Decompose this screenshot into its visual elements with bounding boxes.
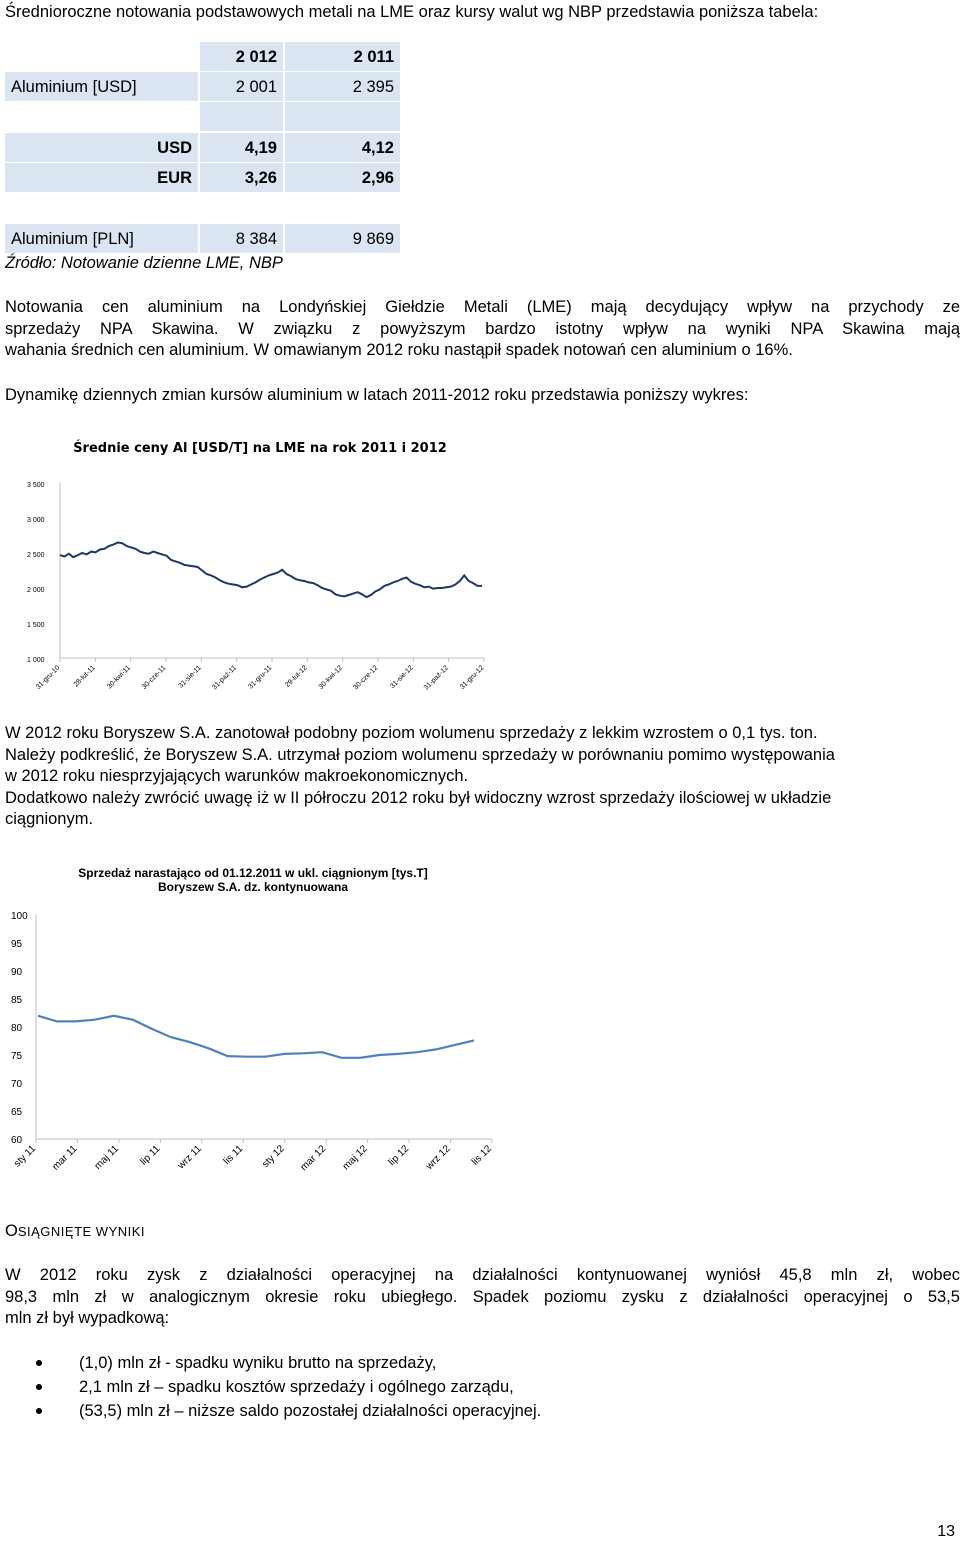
table-header-row xyxy=(5,42,400,72)
paragraph-line: mln zł był wypadkową: xyxy=(5,1309,170,1327)
y-tick-label: 70 xyxy=(11,1079,23,1090)
paragraph-line: Należy podkreślić, że Boryszew S.A. utrzymał poziom wolumenu sprzedaży w porównaniu pomimo występowania xyxy=(5,745,835,764)
section-heading xyxy=(5,1222,145,1241)
y-tick-labels xyxy=(11,911,28,1146)
row-value-2011: 2,96 xyxy=(285,163,400,192)
table-row xyxy=(5,133,400,163)
price-series-line xyxy=(60,543,482,598)
chart-title-line2: Boryszew S.A. dz. kontynuowana xyxy=(157,880,349,894)
paragraph-dynamics: Dynamikę dziennych zmian kursów aluminium w latach 2011-2012 roku przedstawia poniższy wykres: xyxy=(5,386,749,404)
aluminium-price-chart xyxy=(0,430,490,700)
list-item-text: (1,0) mln zł - spadku wyniku brutto na sprzedaży, xyxy=(79,1354,437,1372)
table-row xyxy=(5,224,400,254)
bullet-icon xyxy=(36,1360,42,1366)
x-tick-label: 31-sie-12 xyxy=(389,664,415,691)
row-value-2011: 2 395 xyxy=(285,72,400,101)
table-row xyxy=(5,163,400,193)
x-tick-labels xyxy=(35,664,485,691)
x-tick-label: 31-paź-11 xyxy=(211,664,239,692)
y-tick-label: 80 xyxy=(11,1023,23,1034)
x-tick-label: sty 11 xyxy=(12,1143,39,1170)
x-tick-label: 30-cze-12 xyxy=(352,664,380,692)
chart-title: Średnie ceny Al [USD/T] na LME na rok 2011 i 2012 xyxy=(73,441,447,456)
y-tick-label: 85 xyxy=(11,995,23,1006)
heading-rest: SIĄGNIĘTE WYNIKI xyxy=(17,1224,146,1239)
x-tick-label: 31-gru-12 xyxy=(458,664,486,691)
table-source: Źródło: Notowanie dzienne LME, NBP xyxy=(5,254,283,272)
x-tick-label: 30-kwi-12 xyxy=(317,664,345,691)
x-tick-label: lis 12 xyxy=(469,1143,495,1168)
bullet-icon xyxy=(36,1408,42,1414)
results-bullet-list xyxy=(0,1352,541,1424)
row-label: Aluminium [USD] xyxy=(5,72,198,101)
x-tick-label: wrz 12 xyxy=(424,1143,453,1172)
row-value-2012: 3,26 xyxy=(200,163,283,192)
row-value-2011: 4,12 xyxy=(285,133,400,162)
x-tick-label: 30-cze-11 xyxy=(140,664,168,692)
empty-cell xyxy=(5,102,198,131)
y-tick-label: 1 000 xyxy=(27,657,45,664)
list-item-text: 2,1 mln zł – spadku kosztów sprzedaży i ogólnego zarządu, xyxy=(79,1378,514,1396)
y-tick-label: 65 xyxy=(11,1107,23,1118)
empty-cell xyxy=(285,102,400,131)
x-tick-label: mar 12 xyxy=(298,1143,329,1174)
empty-cell xyxy=(200,102,283,131)
sales-cumulative-chart xyxy=(0,858,500,1188)
sales-series-line xyxy=(38,1016,474,1058)
x-tick-labels xyxy=(12,1143,494,1173)
paragraph-results xyxy=(5,1265,960,1330)
paragraph-line: W 2012 roku zysk z działalności operacyjnej na działalności kontynuowanej wyniósł 45,8 mln zł, wobec xyxy=(5,1266,960,1284)
row-value-2012: 4,19 xyxy=(200,133,283,162)
y-tick-label: 3 000 xyxy=(27,517,45,524)
table-header-2011: 2 011 xyxy=(285,42,400,71)
y-tick-label: 1 500 xyxy=(27,622,45,629)
y-tick-labels xyxy=(27,482,45,664)
row-value-2012: 2 001 xyxy=(200,72,283,101)
y-tick-label: 95 xyxy=(11,939,23,950)
y-tick-label: 2 000 xyxy=(27,587,45,594)
row-label: EUR xyxy=(5,163,198,192)
paragraph-line: w 2012 roku niesprzyjających warunków makroekonomicznych. xyxy=(5,767,469,785)
y-tick-label: 100 xyxy=(11,911,28,922)
table-header-empty xyxy=(5,42,198,71)
table-empty-row xyxy=(5,193,400,223)
y-tick-label: 2 500 xyxy=(27,552,45,559)
table-header-2012: 2 012 xyxy=(200,42,283,71)
x-tick-label: 31-gru-11 xyxy=(247,664,274,691)
x-tick-label: 31-paź-12 xyxy=(422,664,451,692)
list-item xyxy=(0,1352,541,1376)
list-item xyxy=(0,1400,541,1424)
x-tick-label: 31-gru-10 xyxy=(34,664,62,691)
y-tick-label: 75 xyxy=(11,1051,23,1062)
chart-axis xyxy=(36,915,492,1143)
x-tick-label: lis 11 xyxy=(221,1143,246,1168)
x-tick-label: lip 11 xyxy=(138,1143,163,1168)
paragraph-line: Dodatkowo należy zwrócić uwagę iż w II półroczu 2012 roku był widoczny wzrost sprzedaży ilościowej w układzie xyxy=(5,788,832,807)
paragraph-line: W 2012 roku Boryszew S.A. zanotował podobny poziom wolumenu sprzedaży z lekkim wzrostem o 0,1 tys. ton. xyxy=(5,724,818,742)
chart-axis xyxy=(60,483,484,662)
x-tick-label: sty 12 xyxy=(260,1143,287,1170)
paragraph-line: 98,3 mln zł w analogicznym okresie roku ubiegłego. Spadek poziomu zysku z działalności operacyjnej o 53,5 xyxy=(5,1287,960,1306)
intro-text: Średnioroczne notowania podstawowych metali na LME oraz kursy walut wg NBP przedstawia poniższa tabela: xyxy=(5,3,819,21)
heading-first-letter: O xyxy=(5,1222,18,1240)
empty-cell xyxy=(285,193,400,222)
x-tick-label: mar 11 xyxy=(50,1143,80,1173)
paragraph-sales-volume xyxy=(5,723,960,831)
x-tick-label: 30-kwi-11 xyxy=(106,664,133,691)
table-empty-row xyxy=(5,102,400,132)
empty-cell xyxy=(5,193,198,222)
x-tick-label: 29-lut-12 xyxy=(284,664,309,689)
paragraph-line: Notowania cen aluminium na Londyńskiej Giełdzie Metali (LME) mają decydujący wpływ na przychody ze xyxy=(5,298,960,316)
list-item-text: (53,5) mln zł – niższe saldo pozostałej działalności operacyjnej. xyxy=(79,1402,542,1420)
table-row xyxy=(5,72,400,102)
paragraph-line: sprzedaży NPA Skawina. W związku z powyższym bardzo istotny wpływ na wyniki NPA Skawina mają xyxy=(5,319,960,338)
list-item xyxy=(0,1376,541,1400)
x-tick-label: 28-lut-11 xyxy=(72,664,97,689)
y-tick-label: 60 xyxy=(11,1135,23,1146)
empty-cell xyxy=(200,193,283,222)
y-tick-label: 90 xyxy=(11,967,23,978)
x-tick-label: maj 12 xyxy=(340,1143,370,1173)
paragraph-line: ciągnionym. xyxy=(5,810,94,828)
bullet-icon xyxy=(36,1384,42,1390)
paragraph-lme xyxy=(5,297,960,362)
x-tick-label: wrz 11 xyxy=(175,1143,204,1172)
row-value-2012: 8 384 xyxy=(200,224,283,253)
x-tick-label: lip 12 xyxy=(386,1143,412,1169)
x-tick-label: maj 11 xyxy=(92,1143,122,1172)
row-label: Aluminium [PLN] xyxy=(5,224,198,253)
paragraph-line: wahania średnich cen aluminium. W omawianym 2012 roku nastąpił spadek notowań cen aluminium o 16%. xyxy=(5,341,793,359)
page-number: 13 xyxy=(937,1523,955,1540)
x-tick-label: 31-sie-11 xyxy=(177,664,203,690)
y-tick-label: 3 500 xyxy=(27,482,45,489)
chart-title-line1: Sprzedaż narastająco od 01.12.2011 w ukl. ciągnionym [tys.T] xyxy=(78,866,428,880)
row-label: USD xyxy=(5,133,198,162)
row-value-2011: 9 869 xyxy=(285,224,400,253)
